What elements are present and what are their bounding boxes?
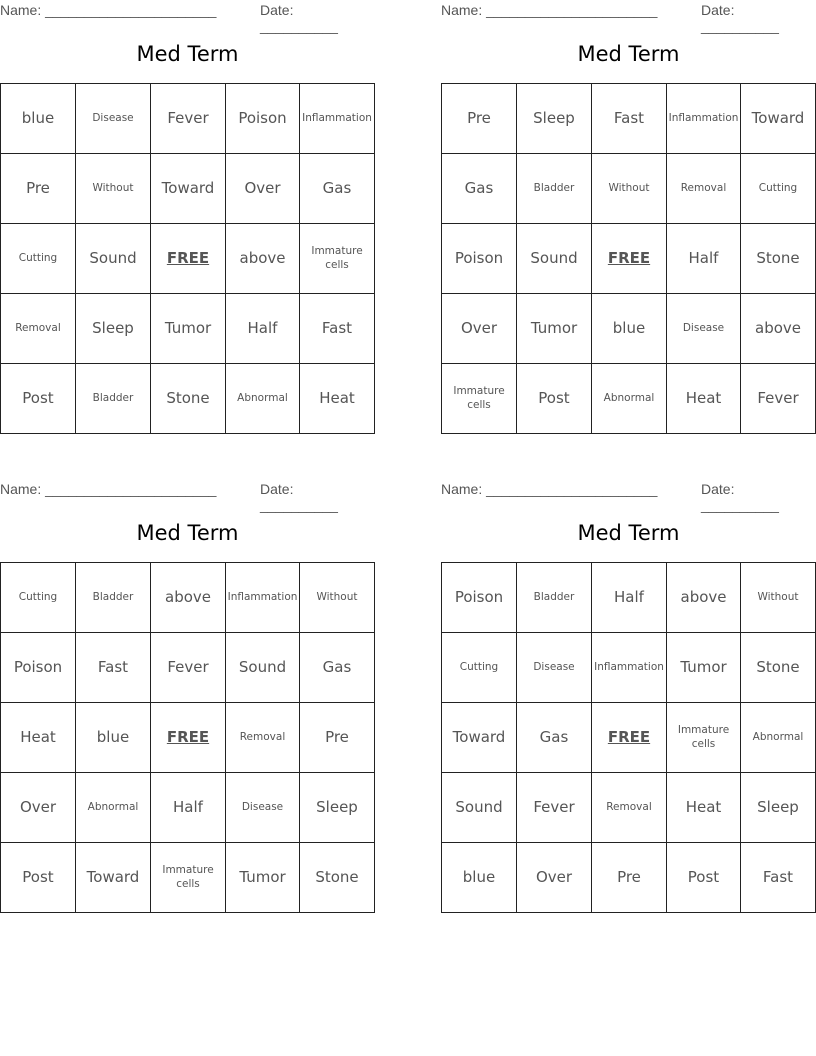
bingo-cell: Heat — [300, 364, 375, 434]
bingo-cell: Immature cells — [442, 364, 517, 434]
bingo-cell: Immature cells — [667, 703, 741, 773]
bingo-cell: Pre — [1, 154, 76, 224]
bingo-cell: Poison — [442, 563, 517, 633]
bingo-cell: Half — [592, 563, 667, 633]
bingo-cell: Sleep — [517, 84, 592, 154]
bingo-cell: Fever — [151, 633, 226, 703]
bingo-cell: Toward — [442, 703, 517, 773]
bingo-cell: Disease — [517, 633, 592, 703]
name-field-label: Name: ______________________ — [0, 481, 217, 497]
bingo-cell: Fast — [741, 843, 816, 913]
bingo-cell: Abnormal — [226, 364, 300, 434]
bingo-cell: Removal — [1, 294, 76, 364]
bingo-cell: Removal — [667, 154, 741, 224]
bingo-cell: Sound — [226, 633, 300, 703]
bingo-cell: Fast — [592, 84, 667, 154]
bingo-cell: above — [226, 224, 300, 294]
bingo-cell: Abnormal — [76, 773, 151, 843]
bingo-cell: Stone — [741, 224, 816, 294]
bingo-cell: Tumor — [517, 294, 592, 364]
bingo-cell: Toward — [741, 84, 816, 154]
bingo-grid — [441, 83, 816, 434]
bingo-cell: Gas — [442, 154, 517, 224]
bingo-cell: Abnormal — [741, 703, 816, 773]
bingo-cell: Poison — [226, 84, 300, 154]
bingo-cell: Sound — [442, 773, 517, 843]
bingo-cell: Toward — [76, 843, 151, 913]
bingo-cell: Half — [667, 224, 741, 294]
bingo-cell: Gas — [300, 633, 375, 703]
bingo-cell: Tumor — [226, 843, 300, 913]
bingo-grid — [0, 83, 375, 434]
bingo-cell: Post — [517, 364, 592, 434]
bingo-cell: Fever — [741, 364, 816, 434]
card-title: Med Term — [577, 42, 680, 66]
bingo-cell: Inflammation — [592, 633, 667, 703]
name-field-label: Name: ______________________ — [0, 2, 217, 18]
bingo-cell: Pre — [592, 843, 667, 913]
bingo-cell: Toward — [151, 154, 226, 224]
bingo-cell: above — [667, 563, 741, 633]
bingo-cell: Fast — [76, 633, 151, 703]
bingo-cell: Fever — [517, 773, 592, 843]
bingo-cell: Sleep — [741, 773, 816, 843]
bingo-cell: Immature cells — [300, 224, 375, 294]
bingo-cell: Heat — [1, 703, 76, 773]
card-header — [0, 2, 375, 34]
bingo-cell: Sound — [517, 224, 592, 294]
bingo-cell: Over — [517, 843, 592, 913]
date-field-label: Date: __________ — [701, 481, 779, 513]
bingo-cell: Without — [592, 154, 667, 224]
card-title: Med Term — [577, 521, 680, 545]
bingo-grid — [441, 562, 816, 913]
bingo-cell: Pre — [442, 84, 517, 154]
bingo-cell: blue — [592, 294, 667, 364]
bingo-cell-free: FREE — [592, 224, 667, 294]
bingo-grid — [0, 562, 375, 913]
card-title: Med Term — [136, 521, 239, 545]
bingo-cell: Tumor — [667, 633, 741, 703]
bingo-cell: Abnormal — [592, 364, 667, 434]
bingo-cell: Cutting — [1, 563, 76, 633]
card-header — [441, 481, 816, 513]
bingo-cell: Poison — [442, 224, 517, 294]
bingo-cell: above — [741, 294, 816, 364]
bingo-cell: Sleep — [76, 294, 151, 364]
bingo-cell: Post — [1, 843, 76, 913]
bingo-cell: Post — [667, 843, 741, 913]
bingo-cell: Post — [1, 364, 76, 434]
bingo-cell: Sound — [76, 224, 151, 294]
bingo-cell: blue — [76, 703, 151, 773]
bingo-cell: Gas — [517, 703, 592, 773]
bingo-cell: Without — [76, 154, 151, 224]
bingo-cell: above — [151, 563, 226, 633]
bingo-cell: Pre — [300, 703, 375, 773]
bingo-cell: Half — [226, 294, 300, 364]
bingo-cell: Fast — [300, 294, 375, 364]
bingo-cell: Bladder — [517, 563, 592, 633]
bingo-cell: Half — [151, 773, 226, 843]
card-title: Med Term — [136, 42, 239, 66]
bingo-cell: Disease — [226, 773, 300, 843]
card-header — [0, 481, 375, 513]
bingo-cell: Over — [1, 773, 76, 843]
bingo-cell: Stone — [300, 843, 375, 913]
bingo-cell: Inflammation — [226, 563, 300, 633]
bingo-cell: Immature cells — [151, 843, 226, 913]
bingo-cell: Over — [226, 154, 300, 224]
bingo-cell: blue — [1, 84, 76, 154]
bingo-cell: Bladder — [76, 364, 151, 434]
date-field-label: Date: __________ — [701, 2, 779, 34]
bingo-cell: Poison — [1, 633, 76, 703]
bingo-cell: blue — [442, 843, 517, 913]
bingo-cell: Disease — [667, 294, 741, 364]
date-field-label: Date: __________ — [260, 2, 338, 34]
bingo-cell: Over — [442, 294, 517, 364]
bingo-cell: Stone — [151, 364, 226, 434]
bingo-cell: Cutting — [1, 224, 76, 294]
date-field-label: Date: __________ — [260, 481, 338, 513]
bingo-cell-free: FREE — [151, 703, 226, 773]
name-field-label: Name: ______________________ — [441, 2, 658, 18]
bingo-cell: Gas — [300, 154, 375, 224]
bingo-cell: Removal — [226, 703, 300, 773]
bingo-cell: Heat — [667, 773, 741, 843]
bingo-cell: Bladder — [76, 563, 151, 633]
bingo-cell: Heat — [667, 364, 741, 434]
bingo-cell: Sleep — [300, 773, 375, 843]
bingo-cell: Cutting — [741, 154, 816, 224]
bingo-cell: Disease — [76, 84, 151, 154]
bingo-cell: Cutting — [442, 633, 517, 703]
bingo-cell: Inflammation — [667, 84, 741, 154]
name-field-label: Name: ______________________ — [441, 481, 658, 497]
bingo-cell: Without — [741, 563, 816, 633]
bingo-cell: Inflammation — [300, 84, 375, 154]
bingo-cell: Tumor — [151, 294, 226, 364]
bingo-cell-free: FREE — [151, 224, 226, 294]
bingo-cell: Fever — [151, 84, 226, 154]
bingo-cell: Stone — [741, 633, 816, 703]
bingo-cell: Without — [300, 563, 375, 633]
bingo-cell: Bladder — [517, 154, 592, 224]
bingo-cell: Removal — [592, 773, 667, 843]
card-header — [441, 2, 816, 34]
bingo-cell-free: FREE — [592, 703, 667, 773]
